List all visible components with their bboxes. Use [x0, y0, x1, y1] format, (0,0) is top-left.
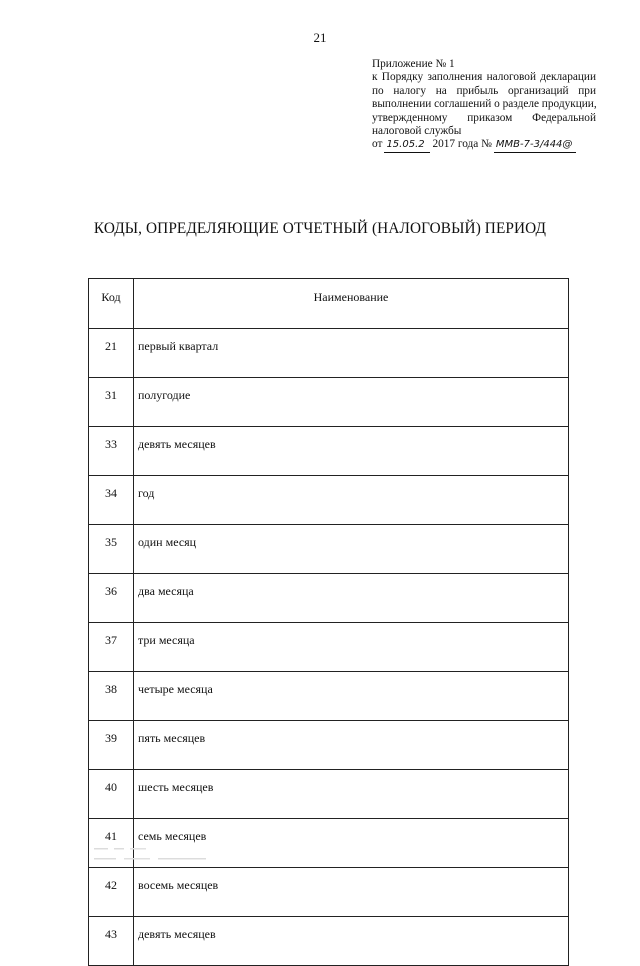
faint-stamp-graphic	[92, 845, 222, 867]
header-code: Код	[89, 279, 134, 329]
date-prefix: от	[372, 138, 383, 151]
cell-name: один месяц	[134, 525, 569, 574]
cell-name: год	[134, 476, 569, 525]
cell-name: пять месяцев	[134, 721, 569, 770]
cell-name: семь месяцев	[134, 819, 569, 868]
table-header-row	[89, 279, 569, 329]
cell-name: шесть месяцев	[134, 770, 569, 819]
cell-code: 37	[89, 623, 134, 672]
appendix-line: утвержденному приказом Федеральной	[372, 111, 596, 124]
cell-code: 38	[89, 672, 134, 721]
document-title: КОДЫ, ОПРЕДЕЛЯЮЩИЕ ОТЧЕТНЫЙ (НАЛОГОВЫЙ) ПЕРИОД	[93, 220, 547, 237]
appendix-line: к Порядку заполнения налоговой декларации	[372, 71, 596, 84]
table-row	[89, 378, 569, 427]
year-text: 2017 года №	[432, 138, 492, 151]
header-name: Наименование	[134, 279, 569, 329]
cell-code: 42	[89, 868, 134, 917]
table-row	[89, 574, 569, 623]
cell-code: 43	[89, 917, 134, 966]
cell-name: три месяца	[134, 623, 569, 672]
cell-code: 21	[89, 329, 134, 378]
table-row	[89, 868, 569, 917]
table-row	[89, 329, 569, 378]
cell-code: 31	[89, 378, 134, 427]
cell-code: 36	[89, 574, 134, 623]
cell-name: полугодие	[134, 378, 569, 427]
cell-name: два месяца	[134, 574, 569, 623]
appendix-block	[372, 58, 596, 153]
order-date-line	[372, 138, 596, 152]
cell-name: восемь месяцев	[134, 868, 569, 917]
page-number: 21	[313, 30, 327, 45]
table-row	[89, 525, 569, 574]
cell-name: девять месяцев	[134, 917, 569, 966]
cell-code: 39	[89, 721, 134, 770]
appendix-line: выполнении соглашений о разделе продукции,	[372, 98, 597, 111]
handwritten-order-number: ММВ-7-3/444@	[494, 138, 576, 152]
table-row	[89, 672, 569, 721]
cell-code: 41	[89, 819, 134, 868]
cell-code: 35	[89, 525, 134, 574]
cell-code: 33	[89, 427, 134, 476]
table-row	[89, 721, 569, 770]
cell-name: девять месяцев	[134, 427, 569, 476]
cell-name: первый квартал	[134, 329, 569, 378]
handwritten-date: 15.05.2	[384, 138, 430, 152]
table-row	[89, 476, 569, 525]
cell-code: 40	[89, 770, 134, 819]
appendix-line: Приложение № 1	[372, 58, 455, 70]
table-row	[89, 427, 569, 476]
table-row	[89, 770, 569, 819]
cell-code: 34	[89, 476, 134, 525]
appendix-line: по налогу на прибыль организаций при	[372, 84, 596, 97]
cell-name: четыре месяца	[134, 672, 569, 721]
table-row	[89, 623, 569, 672]
appendix-line: налоговой службы	[372, 125, 462, 138]
faint-stamp-mark	[92, 845, 222, 870]
table-row	[89, 917, 569, 966]
